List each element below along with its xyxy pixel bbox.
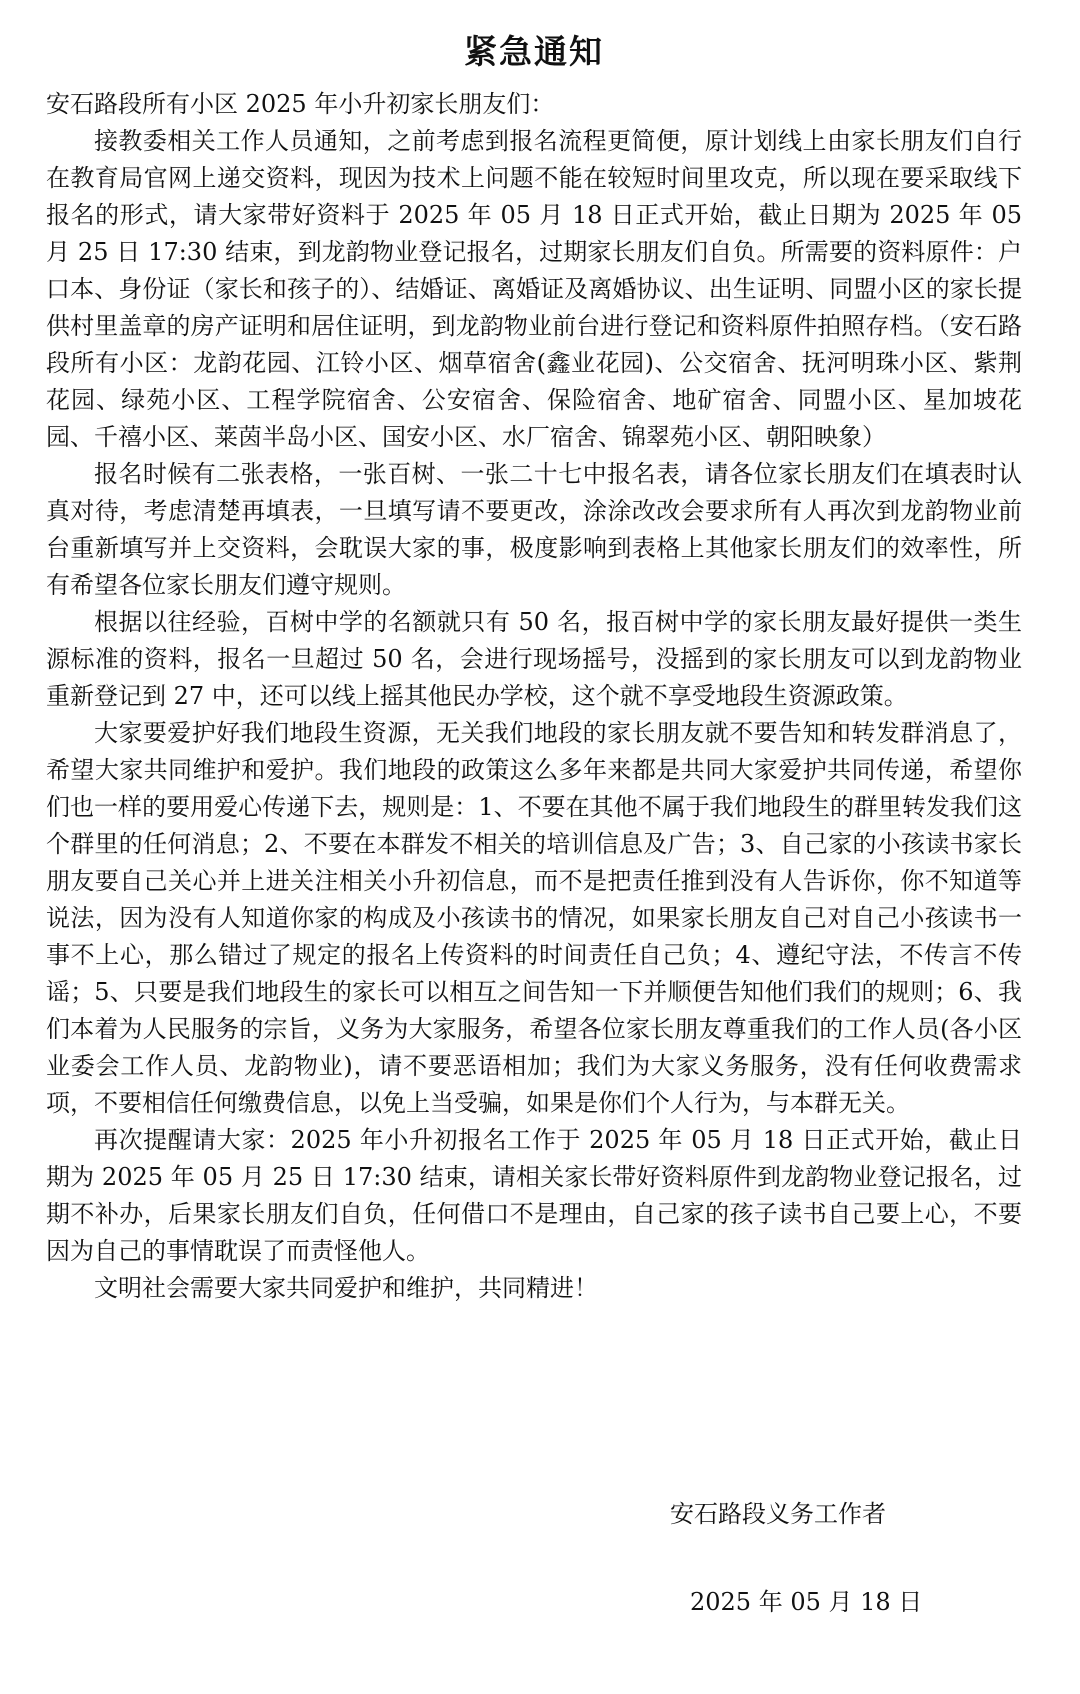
signature: 安石路段义务工作者 bbox=[670, 1500, 886, 1528]
paragraph-reminder: 再次提醒请大家：2025 年小升初报名工作于 2025 年 05 月 18 日正式开始，截止日期为 2025 年 05 月 25 日 17:30 结束，请相关家长带好资料原件到龙韵物业登记报名，过期不补办，后果家长朋友们自负，任何借口不是理由，自己家的孩子读书自己要上心，不要因为自己的事情耽误了而责怪他人。 bbox=[46, 1126, 1022, 1265]
notice-title: 紧急通知 bbox=[464, 32, 604, 71]
salutation: 安石路段所有小区 2025 年小升初家长朋友们： bbox=[46, 90, 555, 118]
paragraph-registration: 接教委相关工作人员通知，之前考虑到报名流程更简便，原计划线上由家长朋友们自行在教育局官网上递交资料，现因为技术上问题不能在较短时间里攻克，所以现在要采取线下报名的形式，请大家带好资料于 2025 年 05 月 18 日正式开始，截止日期为 2025 年 05 月 25 日 17:30 结束，到龙韵物业登记报名，过期家长朋友们自负。所需要的资料原件：户口本、身份证（家长和孩子的）、结婚证、离婚证及离婚协议、出生证明、同盟小区的家长提供村里盖章的房产证明和居住证明，到龙韵物业前台进行登记和资料原件拍照存档。（安石路段所有小区：龙韵花园、江铃小区、烟草宿舍(鑫业花园)、公交宿舍、抚河明珠小区、紫荆花园、绿苑小区、工程学院宿舍、公安宿舍、保险宿舍、地矿宿舍、同盟小区、星加坡花园、千禧小区、莱茵半岛小区、国安小区、水厂宿舍、锦翠苑小区、朝阳映象） bbox=[46, 127, 1022, 451]
paragraph-forms: 报名时候有二张表格，一张百树、一张二十七中报名表，请各位家长朋友们在填表时认真对待，考虑清楚再填表，一旦填写请不要更改，涂涂改改会要求所有人再次到龙韵物业前台重新填写并上交资料，会耽误大家的事，极度影响到表格上其他家长朋友们的效率性，所有希望各位家长朋友们遵守规则。 bbox=[46, 460, 1022, 599]
notice-date: 2025 年 05 月 18 日 bbox=[690, 1588, 923, 1616]
paragraph-rules: 大家要爱护好我们地段生资源，无关我们地段的家长朋友就不要告知和转发群消息了，希望大家共同维护和爱护。我们地段的政策这么多年来都是共同大家爱护共同传递，希望你们也一样的要用爱心传递下去，规则是：1、不要在其他不属于我们地段生的群里转发我们这个群里的任何消息；2、不要在本群发不相关的培训信息及广告；3、自己家的小孩读书家长朋友要自己关心并上进关注相关小升初信息，而不是把责任推到没有人告诉你，你不知道等说法，因为没有人知道你家的构成及小孩读书的情况，如果家长朋友自己对自己小孩读书一事不上心，那么错过了规定的报名上传资料的时间责任自己负；4、遵纪守法，不传言不传谣；5、只要是我们地段生的家长可以相互之间告知一下并顺便告知他们我们的规则；6、我们本着为人民服务的宗旨，义务为大家服务，希望各位家长朋友尊重我们的工作人员(各小区业委会工作人员、龙韵物业)，请不要恶语相加；我们为大家义务服务，没有任何收费需求项，不要相信任何缴费信息，以免上当受骗，如果是你们个人行为，与本群无关。 bbox=[46, 719, 1022, 1117]
paragraph-closing: 文明社会需要大家共同爱护和维护，共同精进！ bbox=[94, 1274, 598, 1302]
paragraph-quota: 根据以往经验，百树中学的名额就只有 50 名，报百树中学的家长朋友最好提供一类生源标准的资料，报名一旦超过 50 名，会进行现场摇号，没摇到的家长朋友可以到龙韵物业重新登记到 27 中，还可以线上摇其他民办学校，这个就不享受地段生资源政策。 bbox=[46, 608, 1022, 710]
